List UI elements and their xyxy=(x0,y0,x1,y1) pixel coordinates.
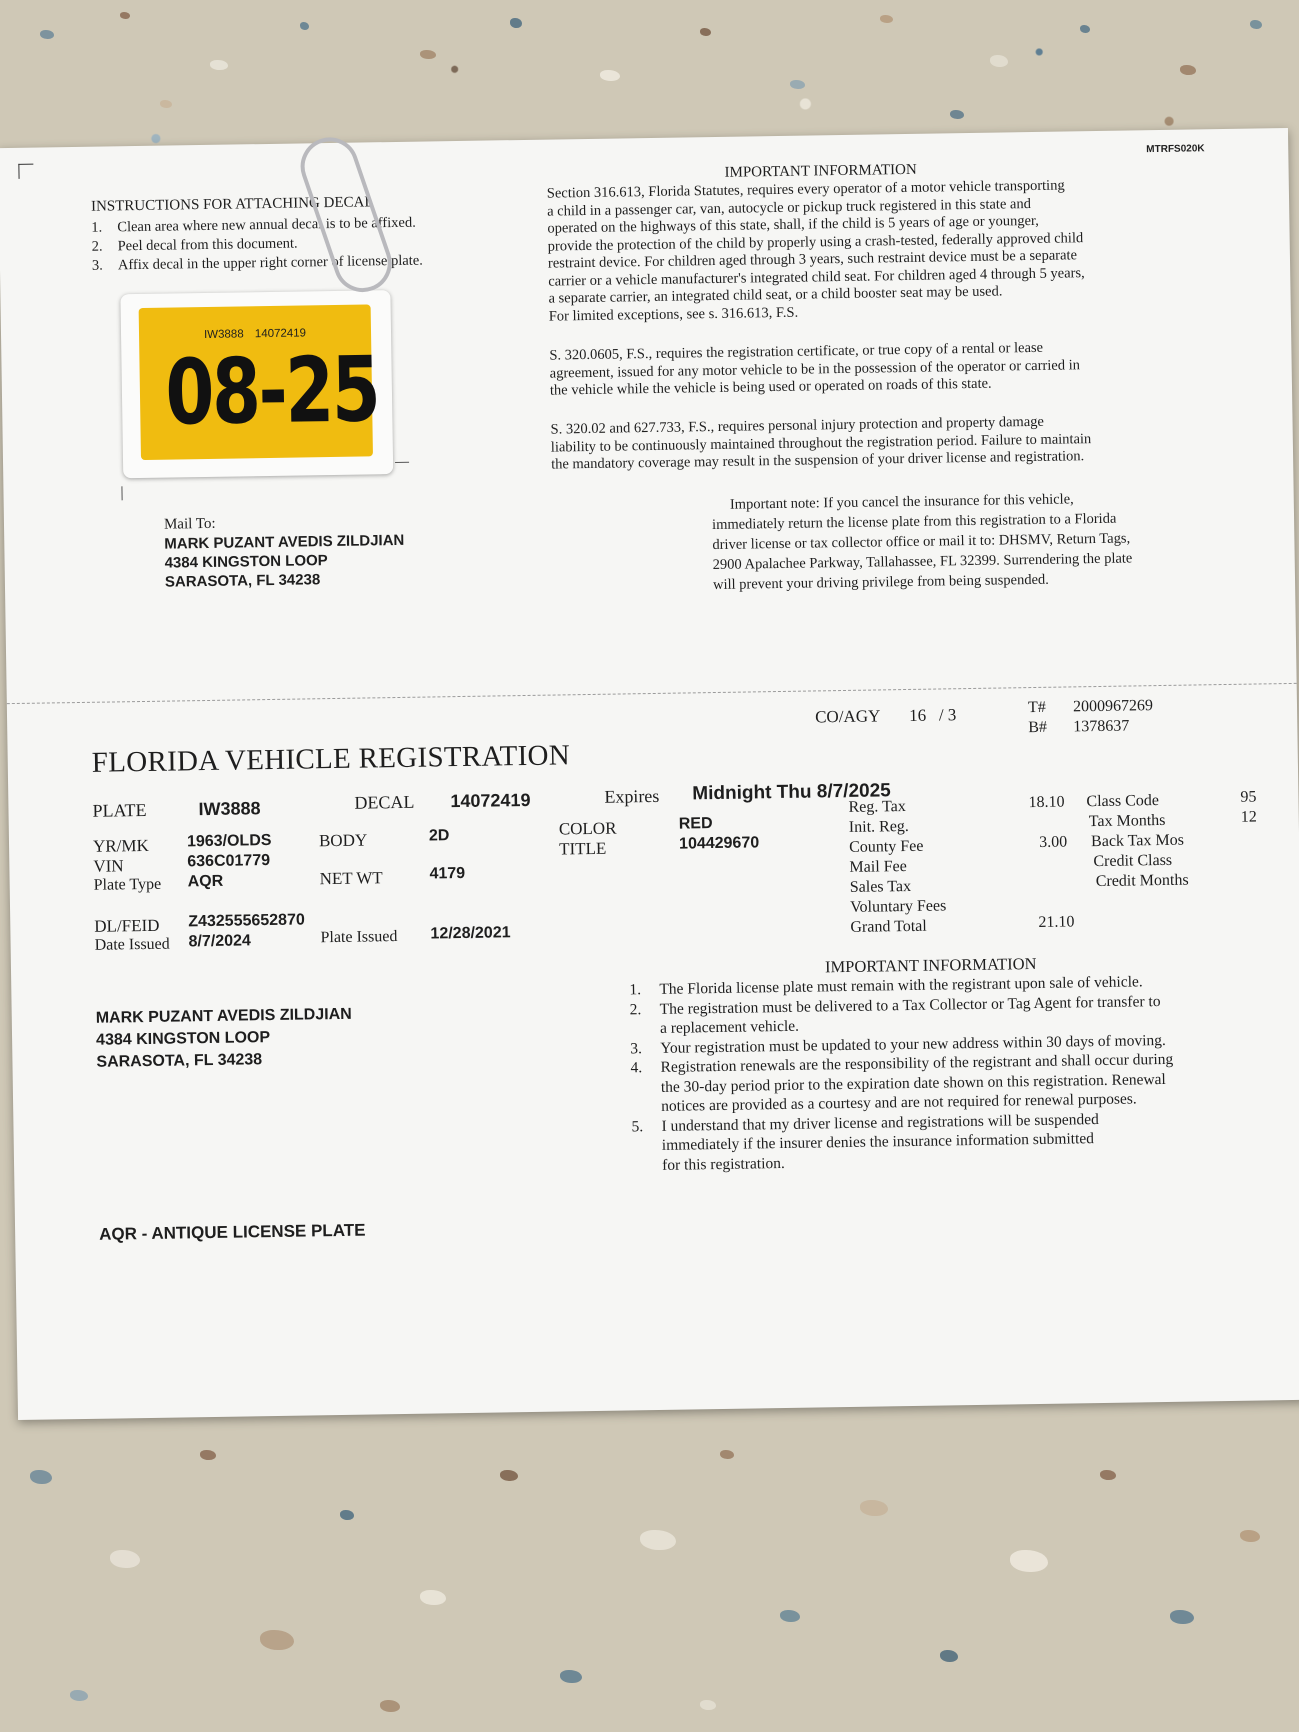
yrmk-label: YR/MK xyxy=(92,835,149,856)
transaction-number: 2000967269 xyxy=(1072,697,1154,716)
expires-value: Midnight Thu 8/7/2025 xyxy=(692,780,891,805)
mail-to-address xyxy=(164,531,405,592)
plate-type-footer: AQR - ANTIQUE LICENSE PLATE xyxy=(99,1220,366,1244)
net-wt-value: 4179 xyxy=(429,864,466,883)
owner-name: MARK PUZANT AVEDIS ZILDJIAN xyxy=(95,1005,352,1027)
decal-instructions-title: INSTRUCTIONS FOR ATTACHING DECAL xyxy=(90,194,374,215)
cut-mark xyxy=(121,486,122,500)
expires-label: Expires xyxy=(604,785,660,807)
body-label: BODY xyxy=(318,830,368,851)
coagy-value: 16 / 3 xyxy=(908,705,957,725)
class-code-label: Class Code xyxy=(1086,792,1160,811)
fee-label: County Fee xyxy=(849,837,924,856)
crop-mark xyxy=(18,164,33,179)
instruction-step: 3. Affix decal in the upper right corner of license plate. xyxy=(91,252,423,274)
plate-type-label: Plate Type xyxy=(93,875,162,894)
yrmk-value: 1963/OLDS xyxy=(186,832,272,851)
mail-to-city: SARASOTA, FL 34238 xyxy=(164,571,321,591)
batch-number: 1378637 xyxy=(1073,717,1130,736)
body-value: 2D xyxy=(428,827,450,845)
important-note: Important note: If you cancel the insurance for this vehicle, immediately return the license plate from this registration to a Florida driver license or tax collector office or mail it to: DHSMV, Return Tags, 2900 Apalachee Parkway, Tallahassee, FL 32399. Surrendering the plate will prevent your driving privilege from being suspended. xyxy=(711,491,1133,594)
fee-label: Reg. Tax xyxy=(848,798,906,816)
fee-amount: 3.00 xyxy=(1038,833,1068,851)
registration-decal[interactable] xyxy=(139,304,380,460)
grand-total-amount: 21.10 xyxy=(1038,913,1075,931)
fee-label: Sales Tax xyxy=(849,877,912,896)
fee-label: Mail Fee xyxy=(849,858,907,876)
info-item: 1. The Florida license plate must remain with the registrant upon sale of vehicle. xyxy=(629,973,1143,999)
important-info-title-2: IMPORTANT INFORMATION xyxy=(824,954,1037,977)
cut-mark xyxy=(395,462,409,463)
fee-amount: 18.10 xyxy=(1028,793,1065,812)
credit-months-label: Credit Months xyxy=(1095,871,1189,891)
decal-value: 14072419 xyxy=(450,789,531,812)
credit-class-label: Credit Class xyxy=(1093,851,1173,871)
instruction-step: 1. Clean area where new annual decal is to be affixed. xyxy=(91,214,416,236)
t-b-values xyxy=(1073,696,1154,737)
t-b-labels: T# B# xyxy=(1027,698,1048,737)
dlfeid-label: DL/FEID xyxy=(94,915,160,936)
registration-possession-paragraph: S. 320.0605, F.S., requires the registration certificate, or true copy of a rental or lease agreement, issued for any motor vehicle to be in the possession of the operator or carried in the vehicle while the vehicle is being used or operated on roads of this state. xyxy=(549,339,1081,399)
fee-label: Init. Reg. xyxy=(848,817,909,836)
vin-value: 636C01779 xyxy=(187,852,271,871)
plate-issued-value: 12/28/2021 xyxy=(430,924,511,943)
registration-document xyxy=(0,128,1299,1420)
info-item: 5. I understand that my driver license and registrations will be suspended immediately if the insurer denies the insurance information submitted for this registration. xyxy=(631,1110,1099,1174)
decal-expiry: 08-25 xyxy=(164,337,380,446)
decal-number: 14072419 xyxy=(254,327,307,341)
title-label: TITLE xyxy=(559,838,607,859)
important-info-list xyxy=(629,972,1175,1175)
date-issued-value: 8/7/2024 xyxy=(188,932,251,951)
countertop-bottom xyxy=(0,1410,1299,1732)
grand-total-label: Grand Total xyxy=(850,917,927,936)
plate-label: PLATE xyxy=(92,799,147,821)
owner-street: 4384 KINGSTON LOOP xyxy=(95,1029,271,1049)
dlfeid-value: Z432555652870 xyxy=(188,911,305,931)
info-item: 2. The registration must be delivered to a Tax Collector or Tag Agent for transfer to a replacement vehicle. xyxy=(629,992,1161,1037)
class-code-value: 95 xyxy=(1240,788,1257,806)
decal-backing xyxy=(120,290,393,478)
color-label: COLOR xyxy=(558,818,617,839)
form-id: MTRFS020K xyxy=(1146,143,1205,156)
decal-plate: IW3888 xyxy=(203,328,244,341)
fee-label: Voluntary Fees xyxy=(849,897,947,916)
owner-address xyxy=(96,1004,353,1074)
date-issued-label: Date Issued xyxy=(94,935,170,954)
tax-months-label: Tax Months xyxy=(1088,811,1166,831)
info-item: 4. Registration renewals are the responsibility of the registrant and shall occur during the 30-day period prior to the expiration date shown on this registration. Renewal notices are provided as a courtesy and are not required for renewal purposes. xyxy=(630,1050,1174,1115)
mail-to-street: 4384 KINGSTON LOOP xyxy=(164,552,328,572)
registration-title: FLORIDA VEHICLE REGISTRATION xyxy=(91,739,571,779)
net-wt-label: NET WT xyxy=(319,868,383,889)
plate-type-value: AQR xyxy=(187,872,224,891)
owner-city: SARASOTA, FL 34238 xyxy=(96,1051,263,1071)
color-value: RED xyxy=(678,815,713,833)
coagy-label: CO/AGY xyxy=(814,706,881,727)
title-number: 104429670 xyxy=(678,834,760,853)
insurance-paragraph: S. 320.02 and 627.733, F.S., requires personal injury protection and property damage liability to be continuously maintained throughout the registration period. Failure to maintain the mandatory coverage may result in the suspension of your driver license and registration. xyxy=(550,413,1092,473)
back-tax-label: Back Tax Mos xyxy=(1090,831,1185,851)
mail-to-label: Mail To: xyxy=(163,515,216,533)
instruction-step: 2. Peel decal from this document. xyxy=(91,235,298,255)
mail-to-name: MARK PUZANT AVEDIS ZILDJIAN xyxy=(164,531,405,553)
plate-value: IW3888 xyxy=(198,798,261,820)
plate-issued-label: Plate Issued xyxy=(320,928,398,947)
important-info-title: IMPORTANT INFORMATION xyxy=(724,161,917,181)
tax-months-value: 12 xyxy=(1240,808,1257,826)
info-item: 3. Your registration must be updated to your new address within 30 days of moving. xyxy=(630,1031,1166,1057)
child-restraint-paragraph: Section 316.613, Florida Statutes, requires every operator of a motor vehicle transporting a child in a passenger car, van, autocycle or pickup truck registered in this state and operated on the highways of this state, shall, if the child is 5 years of age or younger, provide the protection of the child by properly using a crash-tested, federally approved child restraint device. For children aged through 3 years, such restraint device must be a separate carrier or a vehicle manufacturer's integrated child seat. For children aged 4 through 5 years, a separate carrier, an integrated child seat, or a child booster seat may be used. For limited exceptions, see s. 316.613, F.S. xyxy=(546,177,1085,325)
vin-label: VIN xyxy=(93,856,124,876)
decal-label: DECAL xyxy=(354,791,415,813)
